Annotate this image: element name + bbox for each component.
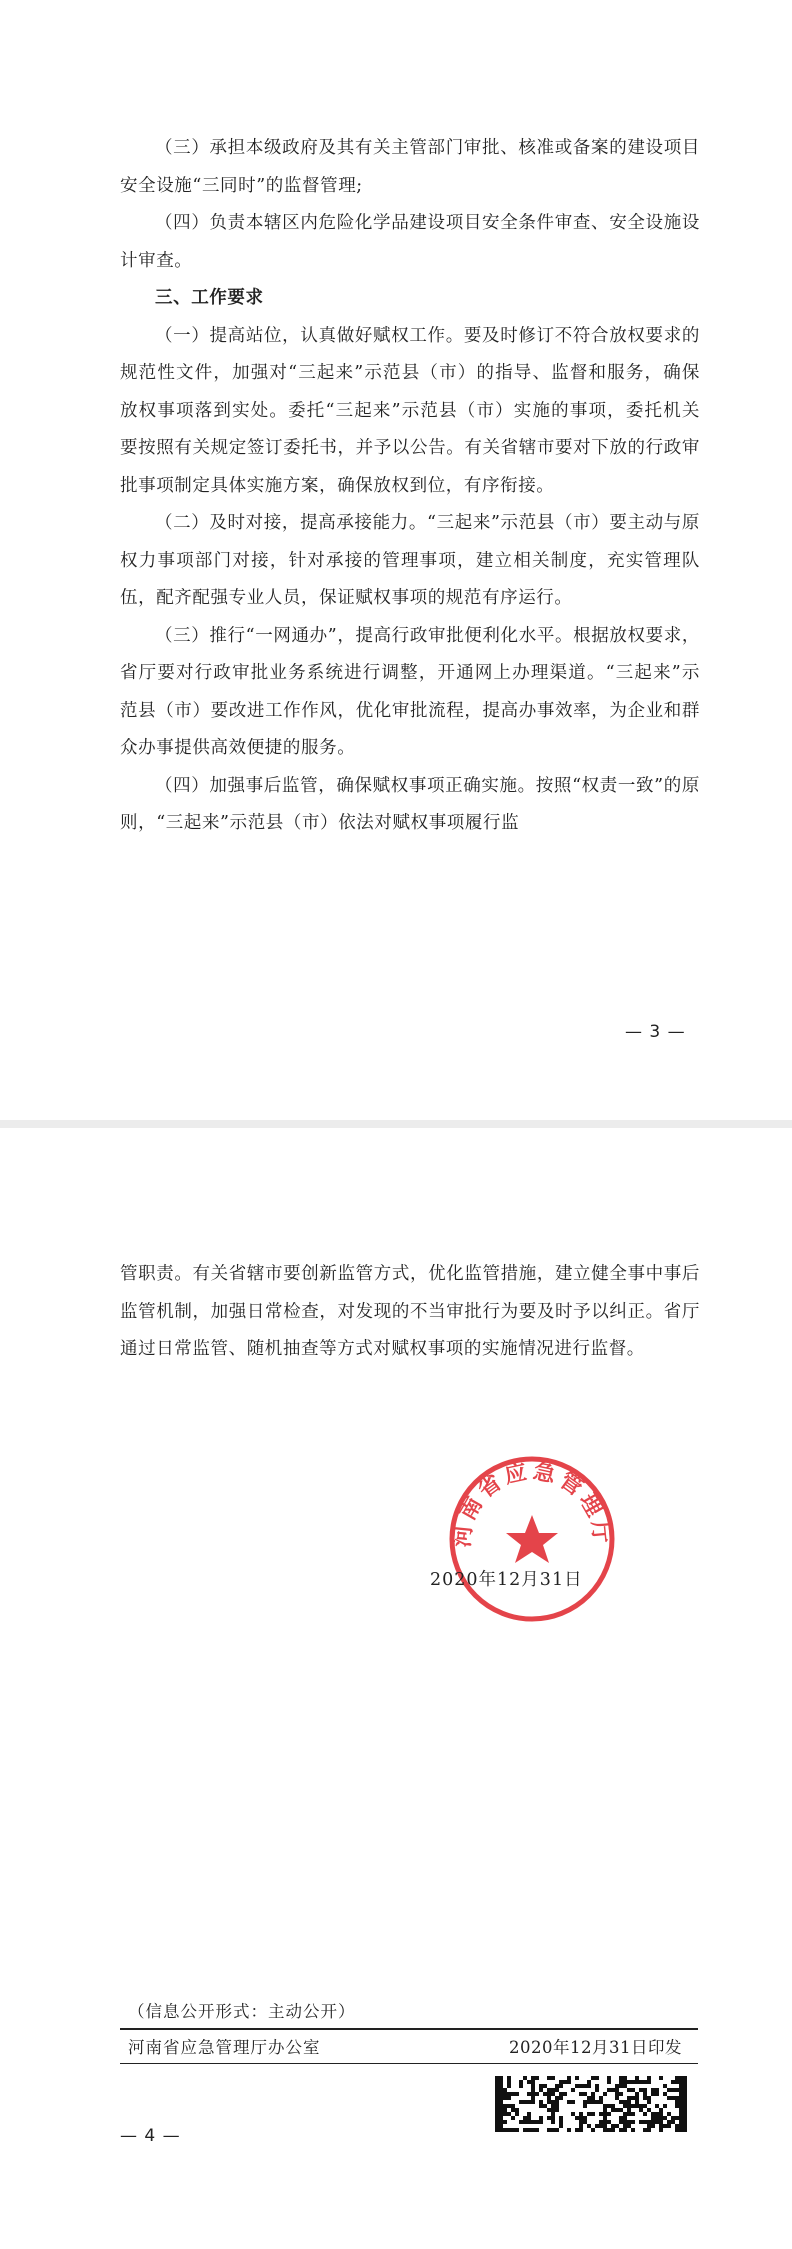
- paragraph-item-3: （三）承担本级政府及其有关主管部门审批、核准或备案的建设项目安全设施“三同时”的监督管理;: [120, 138, 700, 196]
- paragraph-requirement-1: （一）提高站位，认真做好赋权工作。要及时修订不符合放权要求的规范性文件，加强对“三起来”示范县（市）的指导、监督和服务，确保放权事项落到实处。委托“三起来”示范县（市）实施的事项，委托机关要按照有关规定签订委托书，并予以公告。有关省辖市要对下放的行政审批事项制定具体实施方案，确保放权到位，有序衔接。: [120, 325, 700, 496]
- info-disclosure-form: （信息公开形式：主动公开）: [128, 2002, 356, 2021]
- paragraph-continuation: 管职责。有关省辖市要创新监管方式，优化监管措施，建立健全事中事后监管机制，加强日常检查，对发现的不当审批行为要及时予以纠正。省厅通过日常监管、随机抽查等方式对赋权事项的实施情况进行监督。: [120, 1264, 700, 1359]
- divider-middle: [120, 2063, 698, 2064]
- paragraph-requirement-3: （三）推行“一网通办”，提高行政审批便利化水平。根据放权要求，省厅要对行政审批业务系统进行调整，开通网上办理渠道。“三起来”示范县（市）要改进工作作风，优化审批流程，提高办事效率，为企业和群众办事提供高效便捷的服务。: [120, 625, 700, 758]
- page-separator: [0, 1120, 792, 1128]
- section-heading-work-requirements: 三、工作要求: [155, 288, 264, 308]
- signature-date: 2020年12月31日: [430, 1570, 583, 1590]
- paragraph-item-4: （四）负责本辖区内危险化学品建设项目安全条件审查、安全设施设计审查。: [120, 213, 700, 271]
- print-date: 2020年12月31日印发: [509, 2038, 682, 2057]
- paragraph-requirement-2: （二）及时对接，提高承接能力。“三起来”示范县（市）要主动与原权力事项部门对接，针对承接的管理事项，建立相关制度，充实管理队伍，配齐配强专业人员，保证赋权事项的规范有序运行。: [120, 513, 700, 608]
- page-number: — 3 —: [625, 1022, 686, 1042]
- document-page-4: [0, 1128, 792, 2249]
- paragraph-requirement-4: （四）加强事后监管，确保赋权事项正确实施。按照“权责一致”的原则，“三起来”示范县（市）依法对赋权事项履行监: [120, 775, 700, 833]
- document-page-3: [0, 0, 792, 1120]
- page-4-body: [120, 1256, 700, 1369]
- seal-text: 河南省应急管理厅: [450, 1459, 614, 1549]
- issuing-office: 河南省应急管理厅办公室: [128, 2038, 321, 2057]
- seal-star-icon: [506, 1515, 558, 1563]
- barcode-icon: [495, 2076, 687, 2132]
- page-number: — 4 —: [120, 2126, 181, 2146]
- official-seal: [446, 1453, 618, 1625]
- page-3-body: [120, 130, 700, 843]
- divider-top: [120, 2028, 698, 2030]
